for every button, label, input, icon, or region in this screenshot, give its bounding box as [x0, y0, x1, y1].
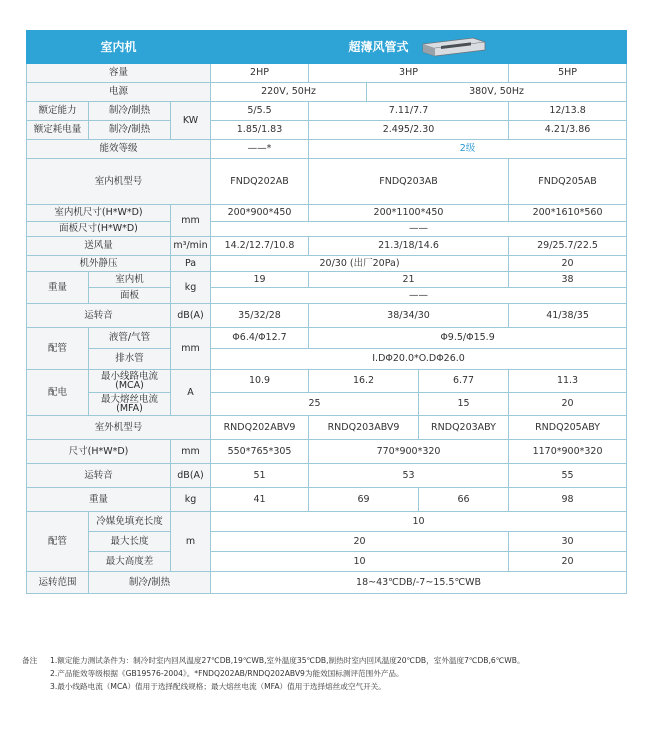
outdoor-noise-2hp: 51	[211, 464, 309, 488]
panel-size-value: ——	[211, 222, 627, 237]
airflow-label: 送风量	[27, 237, 171, 256]
note-3-text: 3.最小线路电流（MCA）值用于选择配线规格；最大熔丝电流（MFA）值用于选择熔丝或空气开关。	[50, 682, 386, 691]
outdoor-piping-label: 配管	[27, 512, 89, 572]
power-row	[27, 83, 627, 102]
grade-label: 能效等级	[27, 140, 211, 159]
cooling-5hp: 12/13.8	[509, 102, 627, 121]
outdoor-weight-5hp: 98	[509, 488, 627, 512]
indoor-size-5hp: 200*1610*560	[509, 205, 627, 222]
outdoor-piping-unit: m	[171, 512, 211, 572]
range-label: 运转范围	[27, 572, 89, 594]
weight-2hp: 19	[211, 272, 309, 288]
indoor-unit-header: 室内机	[27, 31, 211, 64]
outdoor-model-5hp: RNDQ205ABY	[509, 416, 627, 440]
kw-unit: KW	[171, 102, 211, 140]
indoor-model-row	[27, 159, 627, 205]
consumption-row	[27, 121, 627, 140]
electric-unit: A	[171, 370, 211, 416]
cooling-3hp: 7.11/7.7	[309, 102, 509, 121]
mfa-v9: 25	[211, 393, 419, 416]
outdoor-noise-label: 运转音	[27, 464, 171, 488]
outdoor-weight-3hp-v9: 69	[309, 488, 419, 512]
indoor-model-2hp: FNDQ202AB	[211, 159, 309, 205]
weight-panel-sub: 面板	[89, 288, 171, 304]
weight-3hp: 21	[309, 272, 509, 288]
capacity-label: 容量	[27, 64, 211, 83]
mca-2hp: 10.9	[211, 370, 309, 393]
indoor-size-2hp: 200*900*450	[211, 205, 309, 222]
range-row	[27, 572, 627, 594]
outdoor-weight-3hp-y: 66	[419, 488, 509, 512]
static-label: 机外静压	[27, 256, 171, 272]
indoor-size-3hp: 200*1100*450	[309, 205, 509, 222]
airflow-5hp: 29/25.7/22.5	[509, 237, 627, 256]
refrigerant-free-value: 10	[211, 512, 627, 532]
series-title: 超薄风管式	[348, 40, 409, 54]
panel-size-row	[27, 222, 627, 237]
consumption-2hp: 1.85/1.83	[211, 121, 309, 140]
outdoor-size-unit: mm	[171, 440, 211, 464]
indoor-size-label: 室内机尺寸(H*W*D)	[27, 205, 171, 222]
weight-indoor-sub: 室内机	[89, 272, 171, 288]
noise-unit: dB(A)	[171, 304, 211, 328]
piping-liquid-gas-sub: 液管/气管	[89, 328, 171, 349]
outdoor-weight-2hp: 41	[211, 488, 309, 512]
cooling-2hp: 5/5.5	[211, 102, 309, 121]
capacity-2hp: 2HP	[211, 64, 309, 83]
outdoor-size-5hp: 1170*900*320	[509, 440, 627, 464]
outdoor-model-row	[27, 416, 627, 440]
outdoor-noise-unit: dB(A)	[171, 464, 211, 488]
note-2	[22, 667, 632, 680]
outdoor-model-3hp-v9: RNDQ203ABV9	[309, 416, 419, 440]
weight-5hp: 38	[509, 272, 627, 288]
outdoor-model-label: 室外机型号	[27, 416, 211, 440]
capacity-3hp: 3HP	[309, 64, 509, 83]
mfa-5hp: 20	[509, 393, 627, 416]
max-length-row	[27, 532, 627, 552]
outdoor-size-row	[27, 440, 627, 464]
power-380: 380V, 50Hz	[367, 83, 627, 102]
consumption-label: 额定耗电量	[27, 121, 89, 140]
cooling-label: 额定能力	[27, 102, 89, 121]
outdoor-weight-unit: kg	[171, 488, 211, 512]
mfa-sub: 最大熔丝电流 (MFA)	[89, 393, 171, 416]
outdoor-noise-5hp: 55	[509, 464, 627, 488]
airflow-3hp: 21.3/18/14.6	[309, 237, 509, 256]
outdoor-weight-row	[27, 488, 627, 512]
noise-label: 运转音	[27, 304, 171, 328]
outdoor-noise-row	[27, 464, 627, 488]
drain-row	[27, 349, 627, 370]
weight-unit: kg	[171, 272, 211, 304]
noise-row	[27, 304, 627, 328]
weight-panel-row	[27, 288, 627, 304]
refrigerant-row	[27, 512, 627, 532]
noise-2hp: 35/32/28	[211, 304, 309, 328]
outdoor-weight-label: 重量	[27, 488, 171, 512]
consumption-sub: 制冷/制热	[89, 121, 171, 140]
cooling-sub: 制冷/制热	[89, 102, 171, 121]
outdoor-model-3hp-y: RNDQ203ABY	[419, 416, 509, 440]
series-header	[211, 31, 627, 64]
weight-panel-value: ——	[211, 288, 627, 304]
static-value: 20/30 (出厂20Pa)	[211, 256, 509, 272]
max-length-small: 20	[211, 532, 509, 552]
max-height-small: 10	[211, 552, 509, 572]
weight-label: 重量	[27, 272, 89, 304]
airflow-row	[27, 237, 627, 256]
power-label: 电源	[27, 83, 211, 102]
notes-tag: 备注	[22, 656, 38, 665]
static-unit: Pa	[171, 256, 211, 272]
spec-table	[26, 30, 627, 594]
max-length-5hp: 30	[509, 532, 627, 552]
airflow-2hp: 14.2/12.7/10.8	[211, 237, 309, 256]
max-length-sub: 最大长度	[89, 532, 171, 552]
mca-sub: 最小线路电流 (MCA)	[89, 370, 171, 393]
notes-section	[22, 654, 632, 693]
indoor-model-label: 室内机型号	[27, 159, 211, 205]
mfa-row	[27, 393, 627, 416]
electric-label: 配电	[27, 370, 89, 416]
outdoor-size-3hp: 770*900*320	[309, 440, 509, 464]
noise-5hp: 41/38/35	[509, 304, 627, 328]
indoor-size-row	[27, 205, 627, 222]
capacity-5hp: 5HP	[509, 64, 627, 83]
noise-3hp: 38/34/30	[309, 304, 509, 328]
piping-unit: mm	[171, 328, 211, 370]
header-row	[27, 31, 627, 64]
refrigerant-free-sub: 冷媒免填充长度	[89, 512, 171, 532]
range-value: 18~43℃DB/-7~15.5℃WB	[211, 572, 627, 594]
piping-label: 配管	[27, 328, 89, 370]
piping-row	[27, 328, 627, 349]
outdoor-size-2hp: 550*765*305	[211, 440, 309, 464]
panel-size-label: 面板尺寸(H*W*D)	[27, 222, 171, 237]
drain-sub: 排水管	[89, 349, 171, 370]
airflow-unit: m³/min	[171, 237, 211, 256]
capacity-row	[27, 64, 627, 83]
max-height-5hp: 20	[509, 552, 627, 572]
size-unit: mm	[171, 205, 211, 237]
grade-row	[27, 140, 627, 159]
ducted-unit-icon	[417, 35, 489, 59]
mca-row	[27, 370, 627, 393]
outdoor-model-2hp: RNDQ202ABV9	[211, 416, 309, 440]
mca-3hp-y: 6.77	[419, 370, 509, 393]
note-2-text: 2.产品能效等级根据《GB19576-2004》。*FNDQ202AB/RNDQ202ABV9为能效国标测评范围外产品。	[50, 669, 404, 678]
max-height-sub: 最大高度差	[89, 552, 171, 572]
outdoor-size-label: 尺寸(H*W*D)	[27, 440, 171, 464]
note-1-text: 1.额定能力测试条件为：制冷时室内回风温度27℃DB,19℃WB,室外温度35℃DB,制热时室内回风温度20℃DB，室外温度7℃DB,6℃WB。	[50, 656, 525, 665]
note-3	[22, 680, 632, 693]
outdoor-noise-3hp: 53	[309, 464, 509, 488]
note-1	[22, 654, 632, 667]
static-row	[27, 256, 627, 272]
max-height-row	[27, 552, 627, 572]
grade-2hp: ——*	[211, 140, 309, 159]
indoor-model-3hp: FNDQ203AB	[309, 159, 509, 205]
range-sub: 制冷/制热	[89, 572, 211, 594]
mca-3hp-v9: 16.2	[309, 370, 419, 393]
piping-2hp: Φ6.4/Φ12.7	[211, 328, 309, 349]
indoor-model-5hp: FNDQ205AB	[509, 159, 627, 205]
mfa-3hp-y: 15	[419, 393, 509, 416]
power-220: 220V, 50Hz	[211, 83, 367, 102]
drain-value: I.DΦ20.0*O.DΦ26.0	[211, 349, 627, 370]
weight-row	[27, 272, 627, 288]
consumption-5hp: 4.21/3.86	[509, 121, 627, 140]
mca-5hp: 11.3	[509, 370, 627, 393]
consumption-3hp: 2.495/2.30	[309, 121, 509, 140]
grade-other: 2级	[309, 140, 627, 159]
piping-other: Φ9.5/Φ15.9	[309, 328, 627, 349]
static-5hp: 20	[509, 256, 627, 272]
cooling-row	[27, 102, 627, 121]
